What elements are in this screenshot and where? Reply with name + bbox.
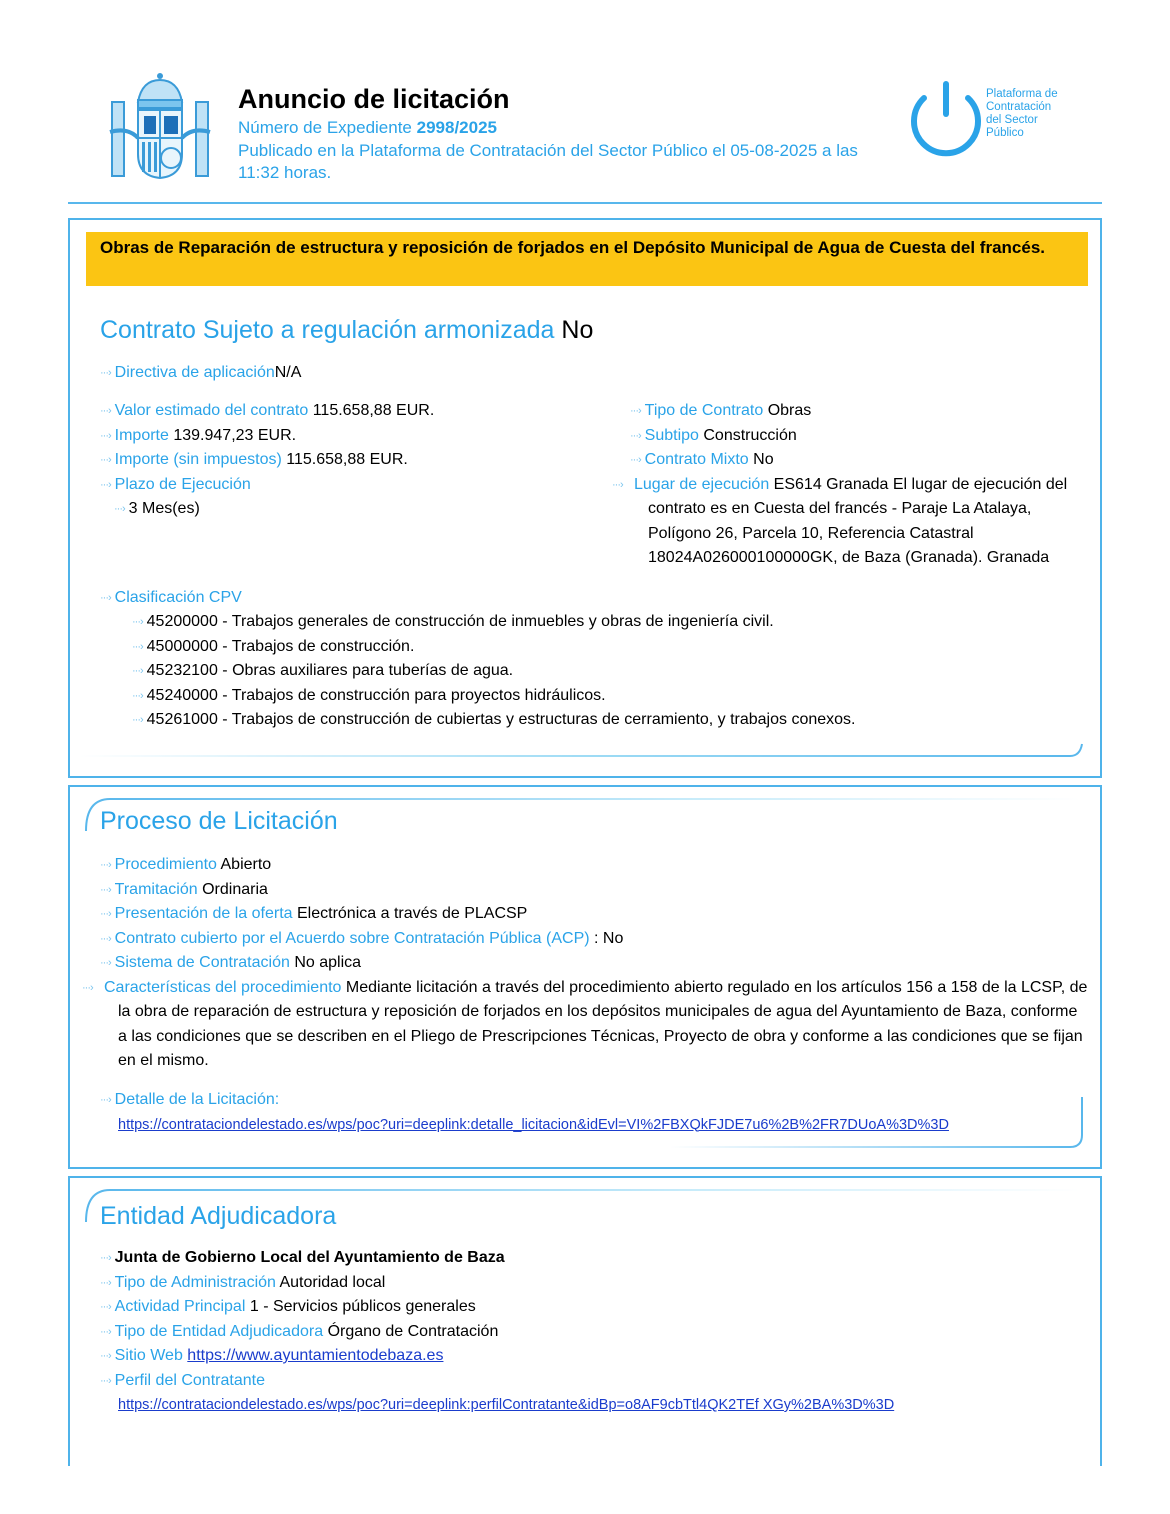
field-row [100,902,1090,927]
contract-title-banner: Obras de Reparación de estructura y reposición de forjados en el Depósito Municipal de Agua de Cuesta del francés. [86,232,1088,286]
arrow-icon: ···› [100,592,111,604]
field-value: 115.658,88 EUR. [286,451,408,468]
field-row [100,473,620,498]
field-label: Importe (sin impuestos) [114,451,282,468]
field-value: : No [594,929,624,947]
published-date: Publicado en la Plataforma de Contratación del Sector Público el 05-08-2025 a las 11:32 horas. [238,141,858,182]
sitio-web-link[interactable]: https://www.ayuntamientodebaza.es [187,1347,444,1364]
arrow-icon: ···› [100,1301,111,1313]
caracteristicas-row: ···› Características del procedimiento Mediante licitación a través del procedimiento abierto regulado en los artículos 156 a 158 de la LCSP, de la obra de reparación de estructura y reposición de forjados en los depósitos municipales de agua del Ayuntamiento de Baza, conforme a las condiciones que se describen en el Pliego de Prescripciones Técnicas, Proyecto de obra y conforme a las condiciones que se fijan en el mismo. [82,978,1088,1069]
field-row [100,878,1090,903]
cpv-item [132,708,855,733]
field-label: Sitio Web [114,1347,183,1364]
cpv-code: 45261000 [146,711,218,728]
cpv-code: 45240000 [146,686,218,704]
arrow-icon: ···› [100,908,111,920]
directiva-row [100,361,301,386]
cpv-code: 45200000 [146,613,218,630]
field-row [100,1271,1090,1296]
cpv-desc: - Obras auxiliares para tuberías de agua. [217,662,514,679]
field-value: Abierto [220,856,272,873]
entidad-name-row [100,1246,1090,1271]
document-header [0,0,1170,205]
field-label: Contrato Mixto [644,451,749,468]
field-row [100,951,1090,976]
field-row [630,399,1090,424]
field-row [100,424,620,449]
cpv-label-row [100,586,242,611]
arrow-icon: ···› [132,714,143,726]
field-value: Órgano de Contratación [327,1322,499,1340]
expediente-value: 2998/2025 [416,118,497,137]
expediente-number [238,118,497,138]
field-label: Contrato cubierto por el Acuerdo sobre Contratación Pública (ACP) [114,929,590,947]
field-label: Tipo de Entidad Adjudicadora [114,1322,324,1340]
cpv-list [132,610,855,733]
field-label: Perfil del Contratante [114,1371,265,1389]
field-value: N/A [274,364,302,381]
field-label: Tipo de Contrato [644,402,764,419]
entidad-section [68,1176,1102,1466]
arrow-icon: ···› [100,454,111,466]
arrow-icon: ···› [100,1374,111,1387]
arrow-icon: ···› [100,1094,111,1106]
perfil-row [100,1369,1090,1394]
field-label: Clasificación CPV [114,589,242,606]
cpv-item [132,610,855,635]
section-decoration [80,736,1084,760]
arrow-icon: ···› [100,405,111,417]
cpv-item [132,635,855,660]
field-row [100,1295,1090,1320]
logo-line: Plataforma de [986,88,1058,100]
entidad-name: Junta de Gobierno Local del Ayuntamiento de Baza [114,1249,505,1266]
arrow-icon: ···› [132,640,143,653]
field-value: Autoridad local [279,1273,386,1291]
contract-right-column [612,399,1090,571]
arrow-icon: ···› [100,932,111,945]
field-value: Electrónica a través de PLACSP [297,905,528,922]
page-title: Anuncio de licitación [238,84,510,114]
field-value: ES614 Granada El lugar de ejecución del contrato es en Cuesta del francés - Paraje La Atalaya, Polígono 26, Parcela 10, Referencia Catastral 18024A026000100000GK, de Baza (Granada). Granada [648,475,1068,566]
field-label: Características del procedimiento [104,978,342,996]
plazo-value-row [100,497,620,522]
arrow-icon: ···› [132,665,143,677]
field-label: Directiva de aplicación [114,364,275,381]
field-label: Valor estimado del contrato [114,402,309,419]
section-title-proceso: Proceso de Licitación [100,807,338,835]
field-value: 139.947,23 EUR. [173,426,297,444]
section-title-entidad: Entidad Adjudicadora [100,1202,337,1230]
arrow-icon: ···› [114,503,125,515]
field-row [100,927,1090,952]
arrow-icon: ···› [100,883,111,896]
field-label: Tramitación [114,880,198,898]
logo-line: Público [986,127,1024,139]
field-row [630,424,1090,449]
field-value: No aplica [294,954,362,971]
arrow-icon: ···› [100,1276,111,1289]
plazo-value: 3 Mes(es) [128,500,200,517]
armonizada-label: Contrato Sujeto a regulación armonizada [100,316,555,344]
section-title-armonizada [100,316,593,345]
field-value: No [753,451,774,468]
arrow-icon: ···› [132,689,143,702]
cpv-desc: - Trabajos de construcción de cubiertas y estructuras de cerramiento, y trabajos conexos. [217,711,856,728]
field-label: Sistema de Contratación [114,954,290,971]
arrow-icon: ···› [100,367,111,379]
field-row [100,853,1090,878]
cpv-desc: - Trabajos de construcción. [217,637,415,655]
field-label: Procedimiento [114,856,217,873]
field-label: Plazo de Ejecución [114,475,251,493]
field-label: Lugar de ejecución [634,475,770,493]
proceso-section [68,785,1102,1169]
field-row [100,448,620,473]
entidad-list [100,1246,1090,1418]
perfil-contratante-link[interactable]: https://contrataciondelestado.es/wps/poc?uri=deeplink:perfilContratante&idBp=o8AF9cbTtl4QK2TEf XGy%2BA%3D%3D [118,1397,895,1413]
field-row [100,1320,1090,1345]
detalle-licitacion-link[interactable]: https://contrataciondelestado.es/wps/poc?uri=deeplink:detalle_licitacion&idEvl=VI%2FBXQkFJDE7u6%2B%2FR7DUoA%3D%3D [118,1116,949,1133]
arrow-icon: ···› [100,429,111,442]
field-value: 115.658,88 EUR. [312,402,435,419]
cpv-item [132,684,855,709]
field-value: 1 - Servicios públicos generales [249,1298,476,1315]
cpv-code: 45000000 [146,637,218,655]
platform-logo-text [986,88,1058,140]
cpv-desc: - Trabajos generales de construcción de inmuebles y obras de ingeniería civil. [217,613,774,630]
cpv-code: 45232100 [146,662,218,679]
field-label: Presentación de la oferta [114,905,293,922]
logo-line: Contratación [986,101,1052,113]
field-value: Mediante licitación a través del procedimiento abierto regulado en los artículos 156 a 158 de la LCSP, de la obra de reparación de estructura y reposición de forjados en los depósitos municipales de agua del Ayuntamiento de Baza, conforme a las condiciones que se describen en el Pliego de Prescripciones Técnicas, Proyecto de obra y conforme a las condiciones que se fijan en el mismo. [118,978,1088,1069]
arrow-icon: ···› [630,454,641,466]
cpv-desc: - Trabajos de construcción para proyectos hidráulicos. [217,686,606,704]
field-value: Construcción [703,426,797,444]
arrow-icon: ···› [100,1252,111,1264]
arrow-icon: ···› [132,616,143,628]
arrow-icon: ···› [100,1325,111,1338]
lugar-row: ···› Lugar de ejecución ES614 Granada El lugar de ejecución del contrato es en Cuesta del francés - Paraje La Atalaya, Polígono 26, Parcela 10, Referencia Catastral 18024A026000100000GK, de Baza (Granada). Granada [612,475,1068,566]
field-label: Detalle de la Licitación: [114,1091,280,1108]
field-label: Actividad Principal [114,1298,246,1315]
header-divider [68,202,1102,204]
arrow-icon: ···› [630,429,641,442]
field-value: Obras [767,402,812,419]
section-decoration [670,1097,1090,1153]
contract-section [68,218,1102,778]
proceso-list [82,853,1090,1074]
arrow-icon: ···› [630,405,641,417]
web-row [100,1344,1090,1369]
arrow-icon: ···› [100,859,111,871]
arrow-icon: ···› [100,478,111,491]
field-row [100,399,620,424]
field-label: Tipo de Administración [114,1273,276,1291]
field-value: Ordinaria [202,880,268,898]
expediente-label: Número de Expediente [238,118,412,137]
field-row [630,448,1090,473]
logo-line: del Sector [986,114,1038,126]
armonizada-value: No [561,316,594,344]
contract-left-column [100,399,620,522]
spain-coat-of-arms-icon [108,72,212,184]
field-label: Importe [114,426,169,444]
arrow-icon: ···› [100,1350,111,1362]
arrow-icon: ···› [100,957,111,969]
field-label: Subtipo [644,426,699,444]
cpv-item [132,659,855,684]
